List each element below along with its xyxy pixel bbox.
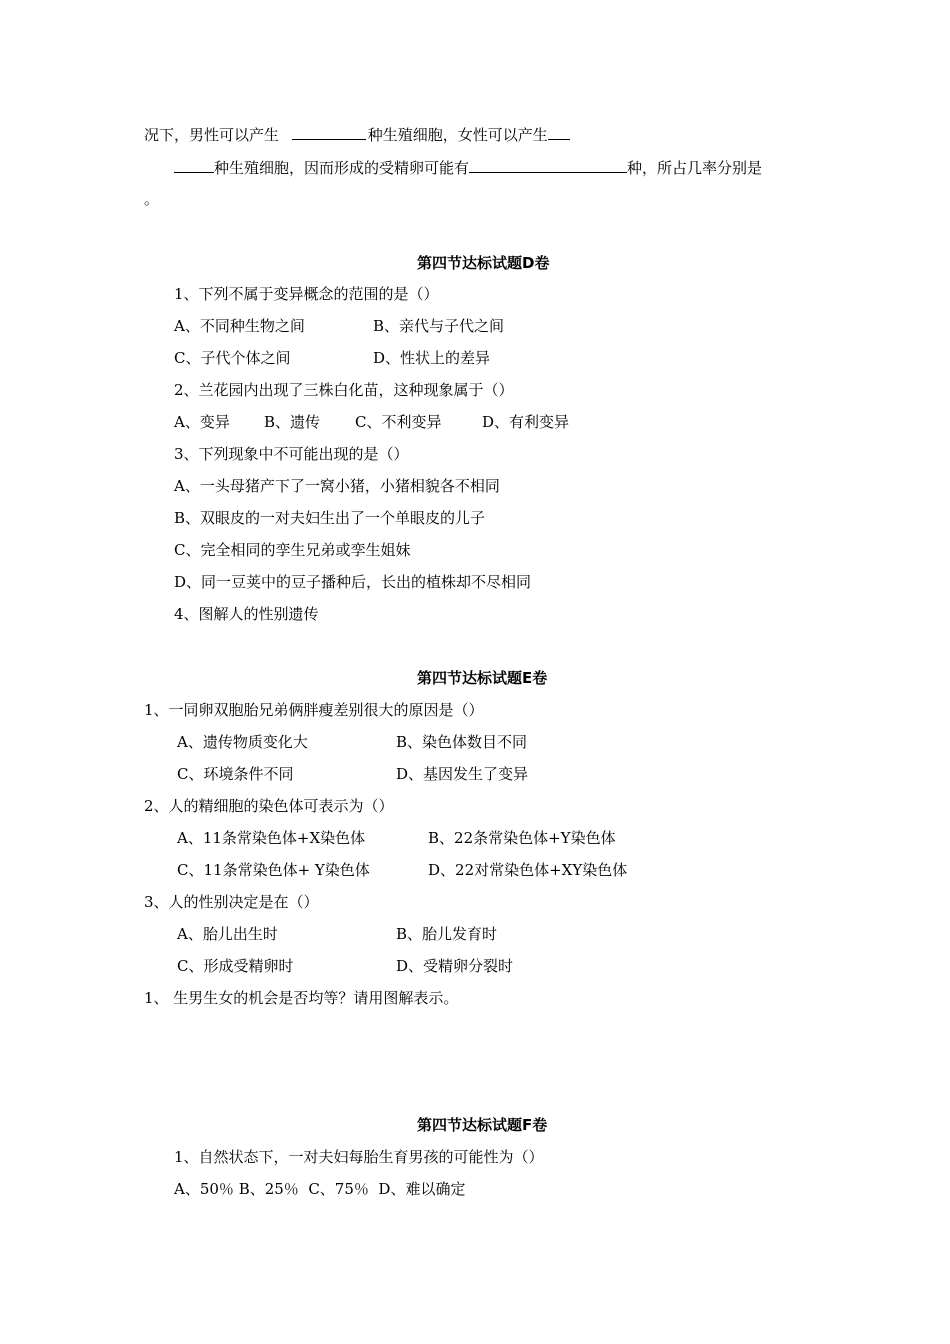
e-q2-option-d: D、22对常染色体+XY染色体 [428,861,628,879]
e-q1-option-b: B、染色体数目不同 [396,733,528,751]
blank-male-gametes [292,124,366,140]
intro-line-1 [144,124,570,145]
d-q2-option-a: A、变异 [174,413,230,431]
section-f-title: 第四节达标试题F卷 [417,1116,548,1134]
e-q3-option-a: A、胎儿出生时 [177,925,278,943]
intro-text-1a: 况下，男性可以产生 [144,126,280,144]
d-question-4: 4、图解人的性别遗传 [174,605,319,623]
e-q1-option-a: A、遗传物质变化大 [177,733,308,751]
e-q2-option-c: C、11条常染色体+ Y染色体 [177,861,370,879]
d-q3-option-d: D、同一豆荚中的豆子播种后，长出的植株却不尽相同 [174,573,532,591]
intro-text-1b: 种生殖细胞，女性可以产生 [367,126,548,144]
e-q3-option-c: C、形成受精卵时 [177,957,294,975]
d-question-1: 1、下列不属于变异概念的范围的是（） [174,285,439,303]
e-question-4: 1、 生男生女的机会是否均等？请用图解表示。 [144,989,459,1007]
e-q2-option-b: B、22条常染色体+Y染色体 [428,829,616,847]
intro-text-2a: 种生殖细胞，因而形成的受精卵可能有 [214,159,470,177]
e-question-2: 2、人的精细胞的染色体可表示为（） [144,797,394,815]
d-q3-option-a: A、一头母猪产下了一窝小猪，小猪相貌各不相同 [174,477,500,495]
d-question-2: 2、兰花园内出现了三株白化苗，这种现象属于（） [174,381,514,399]
intro-text-2b: 种，所占几率分别是 [627,159,763,177]
section-d-title: 第四节达标试题D卷 [417,254,550,272]
e-question-3: 3、人的性别决定是在（） [144,893,319,911]
d-q2-option-b: B、遗传 [264,413,321,431]
e-q3-option-d: D、受精卵分裂时 [396,957,514,975]
d-question-3: 3、下列现象中不可能出现的是（） [174,445,409,463]
f-question-1: 1、自然状态下，一对夫妇每胎生育男孩的可能性为（） [174,1148,544,1166]
blank-female-gametes-start [548,124,570,140]
e-q1-option-d: D、基因发生了变异 [396,765,529,783]
d-q1-option-d: D、性状上的差异 [373,349,491,367]
blank-female-gametes [174,157,214,173]
d-q3-option-b: B、双眼皮的一对夫妇生出了一个单眼皮的儿子 [174,509,486,527]
intro-line-2 [174,157,762,178]
d-q1-option-a: A、不同种生物之间 [174,317,305,335]
d-q1-option-b: B、亲代与子代之间 [373,317,505,335]
intro-line-3: 。 [144,190,160,208]
e-q2-option-a: A、11条常染色体+X染色体 [177,829,366,847]
f-q1-options: A、50％ B、25％ C、75％ D、难以确定 [174,1180,466,1198]
d-q2-option-c: C、不利变异 [355,413,442,431]
d-q3-option-c: C、完全相同的孪生兄弟或孪生姐妹 [174,541,411,559]
blank-zygote-types [469,157,627,173]
e-question-1: 1、一同卵双胞胎兄弟俩胖瘦差别很大的原因是（） [144,701,484,719]
d-q2-option-d: D、有利变异 [482,413,570,431]
e-q3-option-b: B、胎儿发育时 [396,925,498,943]
section-e-title: 第四节达标试题E卷 [417,669,548,687]
d-q1-option-c: C、子代个体之间 [174,349,291,367]
e-q1-option-c: C、环境条件不同 [177,765,294,783]
